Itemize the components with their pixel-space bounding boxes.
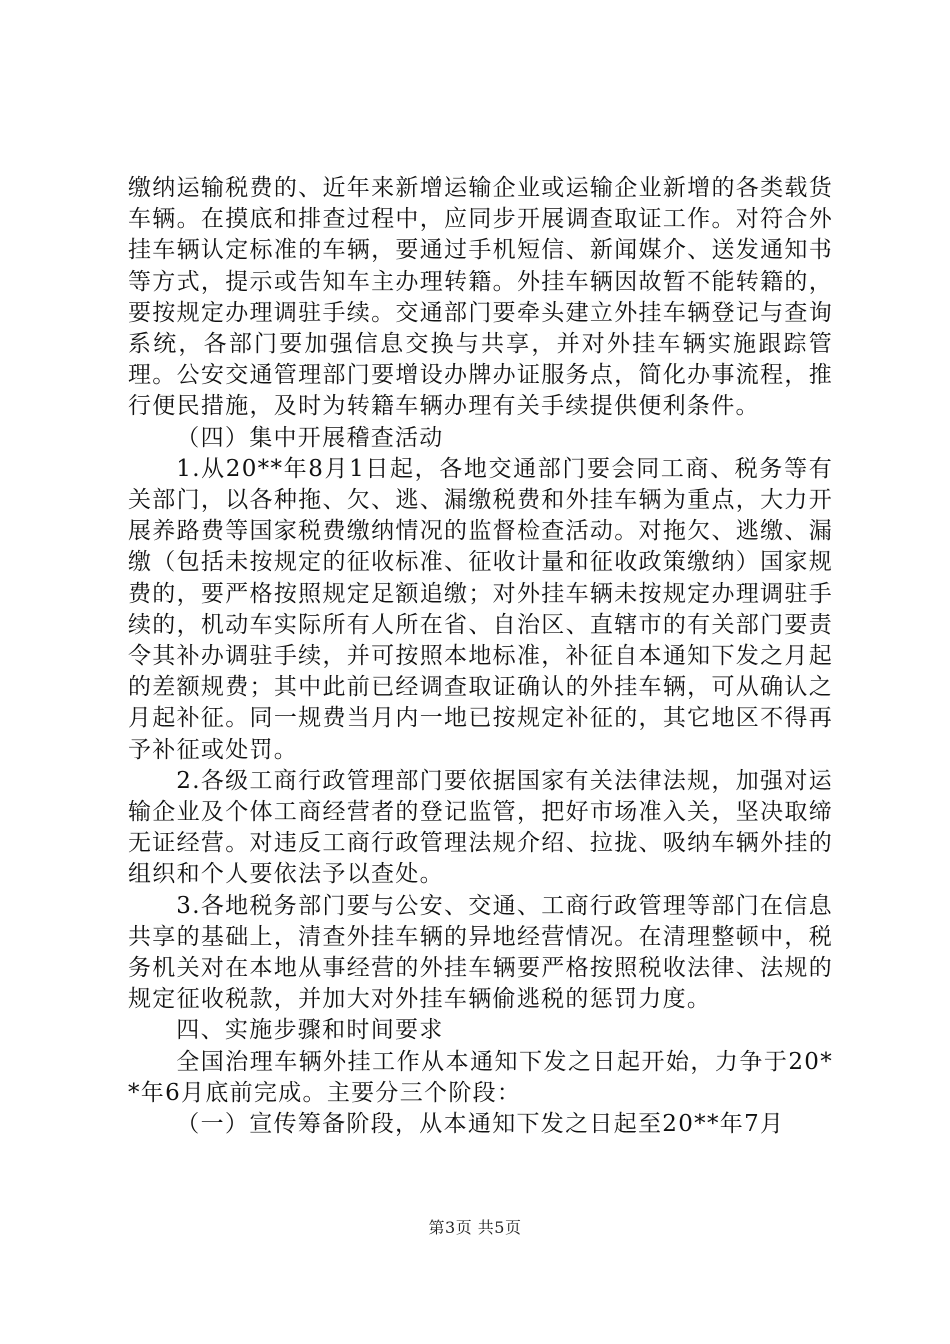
paragraph-item-3: 3.各地税务部门要与公安、交通、工商行政管理等部门在信息共享的基础上，清查外挂车辆的异地经营情况。在清理整顿中，税务机关对在本地从事经营的外挂车辆要严格按照税收法律、法规的规定征收税款，并加大对外挂车辆偷逃税的惩罚力度。	[128, 892, 833, 1013]
document-body	[128, 173, 833, 1140]
paragraph-continuation: 缴纳运输税费的、近年来新增运输企业或运输企业新增的各类载货车辆。在摸底和排查过程中，应同步开展调查取证工作。对符合外挂车辆认定标准的车辆，要通过手机短信、新闻媒介、送发通知书等方式，提示或告知车主办理转籍。外挂车辆因故暂不能转籍的，要按规定办理调驻手续。交通部门要牵头建立外挂车辆登记与查询系统，各部门要加强信息交换与共享，并对外挂车辆实施跟踪管理。公安交通管理部门要增设办牌办证服务点，简化办事流程，推行便民措施，及时为转籍车辆办理有关手续提供便利条件。	[128, 175, 833, 420]
section-heading-inspection: （四）集中开展稽查活动	[176, 424, 444, 451]
paragraph-schedule: 全国治理车辆外挂工作从本通知下发之日起开始，力争于20**年6月底前完成。主要分三个阶段：	[128, 1048, 833, 1106]
section-heading-steps: 四、实施步骤和时间要求	[176, 1017, 444, 1044]
paragraph-item-1: 1.从20**年8月1日起，各地交通部门要会同工商、税务等有关部门，以各种拖、欠、逃、漏缴税费和外挂车辆为重点，大力开展养路费等国家税费缴纳情况的监督检查活动。对拖欠、逃缴、漏缴（包括未按规定的征收标准、征收计量和征收政策缴纳）国家规费的，要严格按照规定足额追缴；对外挂车辆未按规定办理调驻手续的，机动车实际所有人所在省、自治区、直辖市的有关部门要责令其补办调驻手续，并可按照本地标准，补征自本通知下发之月起的差额规费；其中此前已经调查取证确认的外挂车辆，可从确认之月起补征。同一规费当月内一地已按规定补征的，其它地区不得再予补征或处罚。	[128, 455, 833, 763]
page-footer	[0, 1215, 950, 1238]
paragraph-stage-1: （一）宣传筹备阶段，从本通知下发之日起至20**年7月	[176, 1111, 785, 1138]
paragraph-item-2: 2.各级工商行政管理部门要依据国家有关法律法规，加强对运输企业及个体工商经营者的登记监管，把好市场准入关，坚决取缔无证经营。对违反工商行政管理法规介绍、拉拢、吸纳车辆外挂的组织和个人要依法予以查处。	[128, 767, 833, 888]
page-number-label: 第3页 共5页	[428, 1218, 522, 1237]
